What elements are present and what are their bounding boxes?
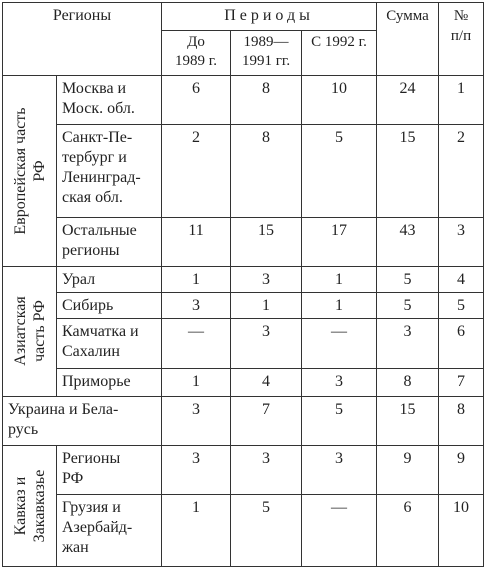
header-number-line-2: п/п xyxy=(450,28,472,44)
number-value: 8 xyxy=(439,396,484,445)
sum-value: 15 xyxy=(377,124,439,217)
number-value: 10 xyxy=(439,495,484,567)
region-name-line: Остальные xyxy=(62,221,137,239)
region-name-line: РФ xyxy=(62,470,84,488)
region-name-line: Санкт-Пе- xyxy=(62,128,133,146)
region-name xyxy=(57,266,162,292)
region-name xyxy=(57,293,162,319)
period-3-value: 17 xyxy=(302,217,377,266)
period-2-value: 15 xyxy=(231,217,302,266)
region-name-line: Грузия и xyxy=(62,499,121,517)
group-europe-line-2: РФ xyxy=(30,160,48,182)
period-3-value: 1 xyxy=(302,293,377,319)
period-2-value: 3 xyxy=(231,319,302,368)
period-2-value: 1 xyxy=(231,293,302,319)
period-2-value: 8 xyxy=(231,75,302,124)
period-1-value: 1 xyxy=(162,368,231,396)
region-name-line: Регионы xyxy=(62,450,121,468)
header-row-1 xyxy=(3,3,484,31)
regions-table xyxy=(2,2,484,567)
header-number xyxy=(439,3,484,76)
number-value: 3 xyxy=(439,217,484,266)
sum-value: 9 xyxy=(377,446,439,495)
period-2-value: 4 xyxy=(231,368,302,396)
region-name-line: Азербайд- xyxy=(62,519,133,537)
table-row xyxy=(3,293,484,319)
region-name-line: тербург и xyxy=(62,148,127,166)
region-name-line: Моск. обл. xyxy=(62,99,135,117)
number-value: 1 xyxy=(439,75,484,124)
region-name-line: Сибирь xyxy=(62,297,114,315)
region-name xyxy=(57,446,162,495)
period-3-value: 3 xyxy=(302,368,377,396)
table-row xyxy=(3,446,484,495)
period-2-value: 3 xyxy=(231,266,302,292)
region-name-line: Ленинград- xyxy=(62,168,141,186)
period-1-value: 1 xyxy=(162,266,231,292)
sum-value: 5 xyxy=(377,293,439,319)
region-name xyxy=(57,495,162,567)
number-value: 7 xyxy=(439,368,484,396)
group-caucasus-line-2: Закавказье xyxy=(30,469,48,543)
number-value: 5 xyxy=(439,293,484,319)
period-3-value: 10 xyxy=(302,75,377,124)
table-row xyxy=(3,319,484,368)
period-1-value: 1 xyxy=(162,495,231,567)
period-1-value: 3 xyxy=(162,293,231,319)
region-name xyxy=(57,319,162,368)
period-3-value: 3 xyxy=(302,446,377,495)
period-1-value: 3 xyxy=(162,446,231,495)
table-row xyxy=(3,495,484,567)
period-3-value: 5 xyxy=(302,124,377,217)
table-row xyxy=(3,217,484,266)
header-sum: Сумма xyxy=(377,3,439,76)
region-name xyxy=(57,75,162,124)
group-europe xyxy=(3,75,57,266)
sum-value: 24 xyxy=(377,75,439,124)
period-2-value: 7 xyxy=(231,396,302,445)
region-name-line: русь xyxy=(8,420,39,438)
sum-value: 8 xyxy=(377,368,439,396)
region-name xyxy=(57,368,162,396)
header-period-1-line-2: 1989 г. xyxy=(175,53,217,70)
period-1-value: 2 xyxy=(162,124,231,217)
sum-value: 3 xyxy=(377,319,439,368)
region-name-line: Камчатка и xyxy=(62,323,139,341)
period-1-value: 6 xyxy=(162,75,231,124)
header-period-1-line-1: До xyxy=(187,34,205,51)
region-name-line: Сахалин xyxy=(62,343,120,361)
table-row xyxy=(3,368,484,396)
header-period-1 xyxy=(162,31,231,75)
group-europe-line-1: Европейская часть xyxy=(11,107,29,235)
header-period-2-line-1: 1989— xyxy=(243,34,289,51)
group-caucasus-line-1: Кавказ и xyxy=(11,476,29,536)
header-period-3 xyxy=(302,31,377,75)
number-value: 4 xyxy=(439,266,484,292)
group-caucasus xyxy=(3,446,57,567)
header-regions: Регионы xyxy=(3,3,162,76)
sum-value: 6 xyxy=(377,495,439,567)
table-row xyxy=(3,124,484,217)
number-value: 2 xyxy=(439,124,484,217)
period-3-value: — xyxy=(302,495,377,567)
region-name-line: Урал xyxy=(62,270,96,288)
period-3-value: 1 xyxy=(302,266,377,292)
group-asia-line-2: часть РФ xyxy=(30,300,48,363)
region-name-line: Москва и xyxy=(62,79,127,97)
group-asia-label xyxy=(11,297,49,366)
sum-value: 15 xyxy=(377,396,439,445)
sum-value: 5 xyxy=(377,266,439,292)
region-name-line: регионы xyxy=(62,241,120,259)
period-1-value: 3 xyxy=(162,396,231,445)
region-name-line: Приморье xyxy=(62,372,131,390)
group-caucasus-label xyxy=(11,470,49,543)
region-name-line: жан xyxy=(62,539,89,557)
number-value: 9 xyxy=(439,446,484,495)
period-1-value: 11 xyxy=(162,217,231,266)
period-1-value: — xyxy=(162,319,231,368)
header-period-3-line-1: С 1992 г. xyxy=(311,34,367,51)
number-value: 6 xyxy=(439,319,484,368)
period-3-value: 5 xyxy=(302,396,377,445)
table-row xyxy=(3,75,484,124)
region-name xyxy=(57,217,162,266)
region-name xyxy=(57,124,162,217)
period-3-value: — xyxy=(302,319,377,368)
table-row xyxy=(3,266,484,292)
period-2-value: 3 xyxy=(231,446,302,495)
header-number-line-1: № xyxy=(453,8,469,24)
table-row xyxy=(3,396,484,445)
header-periods: Периоды xyxy=(162,3,377,31)
group-asia xyxy=(3,266,57,396)
region-name xyxy=(3,396,162,445)
period-2-value: 8 xyxy=(231,124,302,217)
period-2-value: 5 xyxy=(231,495,302,567)
sum-value: 43 xyxy=(377,217,439,266)
header-period-2-line-2: 1991 гг. xyxy=(241,53,291,70)
region-name-line: ская обл. xyxy=(62,188,123,206)
region-name-line: Украина и Бела- xyxy=(8,400,119,418)
group-asia-line-1: Азиатская xyxy=(11,296,29,366)
header-period-2 xyxy=(231,31,302,75)
group-europe-label xyxy=(11,107,49,234)
